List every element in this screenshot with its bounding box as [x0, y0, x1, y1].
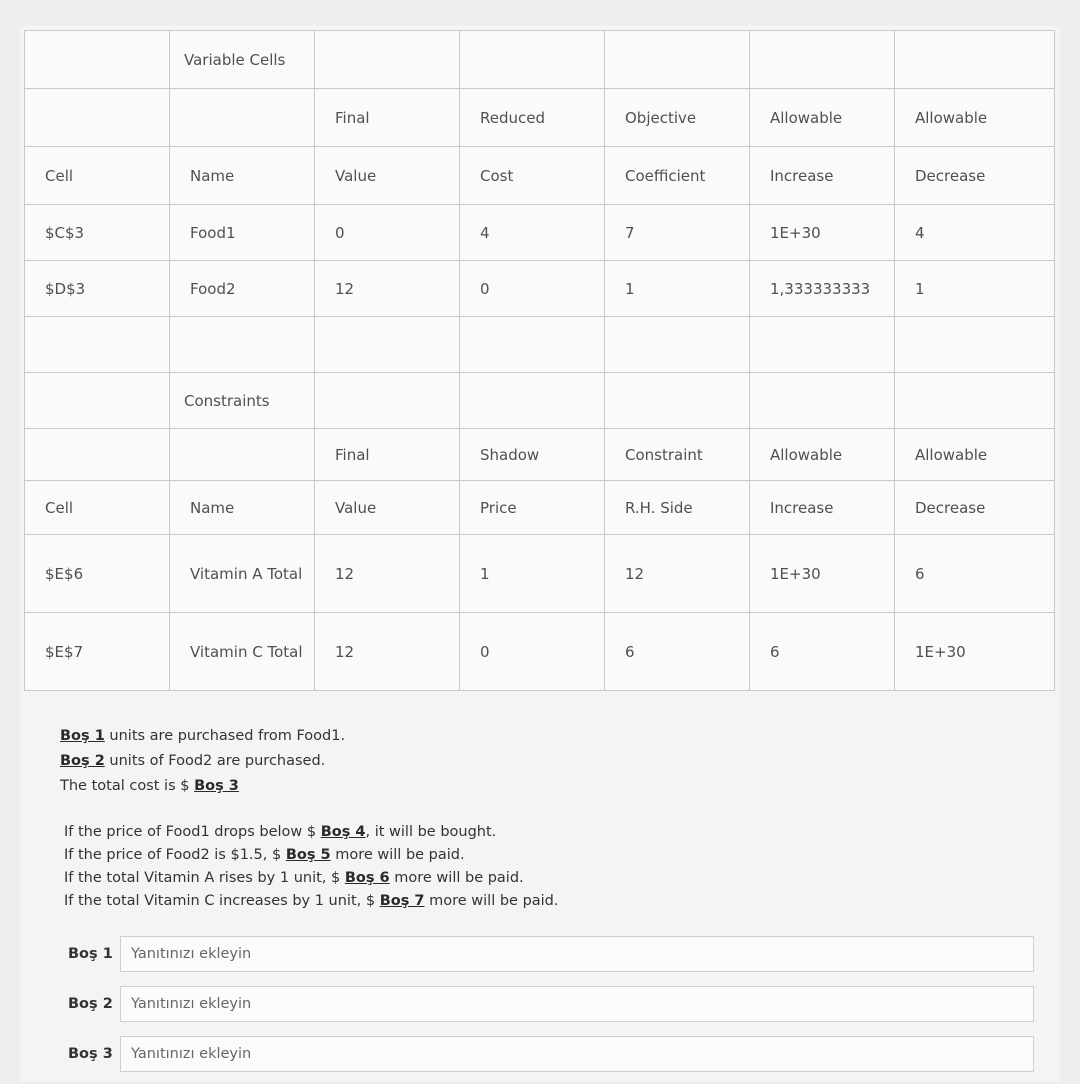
table-header-cell: Price: [460, 481, 605, 535]
answer-label: Boş 3: [68, 1046, 113, 1062]
table-cell: $E$7: [25, 613, 170, 691]
blank-ref: Boş 6: [344, 870, 390, 886]
answer-input-bos-3[interactable]: [120, 1036, 1034, 1072]
table-cell: 12: [315, 535, 460, 613]
table-cell: 1E+30: [895, 613, 1055, 691]
table-cell: 0: [460, 261, 605, 317]
answer-label: Boş 2: [68, 996, 113, 1012]
table-cell: 1: [605, 261, 750, 317]
table-header-cell: Increase: [750, 147, 895, 205]
table-header-cell: Value: [315, 147, 460, 205]
table-row: [25, 535, 1055, 613]
table-header-cell: Cost: [460, 147, 605, 205]
table-cell: $E$6: [25, 535, 170, 613]
table-header-cell: [25, 89, 170, 147]
table-header-cell: [170, 89, 315, 147]
table-header-cell: Shadow: [460, 429, 605, 481]
table-cell: 1: [460, 535, 605, 613]
question-block-2: [60, 821, 660, 913]
table-cell: Food2: [170, 261, 315, 317]
answer-input-bos-2[interactable]: [120, 986, 1034, 1022]
table-header-cell: Name: [170, 147, 315, 205]
variable-cells-title: Variable Cells: [170, 31, 315, 89]
question-line: The total cost is $ Boş 3: [60, 778, 239, 794]
table-header-cell: Decrease: [895, 481, 1055, 535]
variable-cells-header-row-2: [25, 147, 1055, 205]
table-cell: Food1: [170, 205, 315, 261]
question-line: If the total Vitamin C increases by 1 unit, $ Boş 7 more will be paid.: [64, 893, 559, 909]
table-row: [25, 613, 1055, 691]
table-header-cell: Increase: [750, 481, 895, 535]
table-header-cell: Objective: [605, 89, 750, 147]
table-header-cell: Constraint: [605, 429, 750, 481]
answer-row: [68, 984, 1034, 1024]
table-header-cell: Name: [170, 481, 315, 535]
table-cell: 12: [605, 535, 750, 613]
blank-ref: Boş 1: [60, 728, 105, 744]
table-header-cell: Final: [315, 429, 460, 481]
table-cell: 6: [750, 613, 895, 691]
question-line: Boş 1 units are purchased from Food1.: [60, 728, 346, 744]
blank-ref: Boş 2: [60, 753, 105, 769]
table-cell: $C$3: [25, 205, 170, 261]
answer-label: Boş 1: [68, 946, 113, 962]
table-header-cell: Allowable: [750, 429, 895, 481]
table-header-cell: R.H. Side: [605, 481, 750, 535]
question-block-1: [60, 724, 660, 799]
answer-input-bos-1[interactable]: [120, 936, 1034, 972]
table-cell: 12: [315, 261, 460, 317]
table-cell: 7: [605, 205, 750, 261]
table-cell: 6: [605, 613, 750, 691]
table-header-cell: Reduced: [460, 89, 605, 147]
table-header-cell: [170, 429, 315, 481]
table-cell: Vitamin C Total: [170, 613, 315, 691]
table-header-cell: Allowable: [895, 429, 1055, 481]
table-cell: 12: [315, 613, 460, 691]
table-cell: $D$3: [25, 261, 170, 317]
blank-ref: Boş 4: [320, 824, 366, 840]
table-cell: 0: [315, 205, 460, 261]
sensitivity-report-table: [24, 30, 1055, 691]
blank-ref: Boş 5: [285, 847, 331, 863]
table-cell: 6: [895, 535, 1055, 613]
table-cell: Vitamin A Total: [170, 535, 315, 613]
table-header-cell: Final: [315, 89, 460, 147]
constraints-header-row-2: [25, 481, 1055, 535]
spacer-row: [25, 317, 1055, 373]
table-cell: 0: [460, 613, 605, 691]
table-header-cell: Allowable: [750, 89, 895, 147]
answer-row: [68, 934, 1034, 974]
answer-fields: [68, 934, 1034, 1084]
blank-ref: Boş 7: [379, 893, 425, 909]
table-header-cell: Allowable: [895, 89, 1055, 147]
table-cell: 1E+30: [750, 535, 895, 613]
question-page: [20, 26, 1060, 1082]
table-row: [25, 261, 1055, 317]
blank-ref: Boş 3: [194, 778, 239, 794]
table-cell: 1,333333333: [750, 261, 895, 317]
constraints-header-row-1: [25, 429, 1055, 481]
table-header-cell: [25, 429, 170, 481]
table-cell: 4: [460, 205, 605, 261]
table-header-cell: Decrease: [895, 147, 1055, 205]
question-line: Boş 2 units of Food2 are purchased.: [60, 753, 326, 769]
answer-row: [68, 1034, 1034, 1074]
table-header-cell: Cell: [25, 147, 170, 205]
table-cell: 1: [895, 261, 1055, 317]
variable-cells-header-row-1: [25, 89, 1055, 147]
table-cell: 4: [895, 205, 1055, 261]
question-line: If the price of Food1 drops below $ Boş 4, it will be bought.: [64, 824, 497, 840]
table-header-cell: Coefficient: [605, 147, 750, 205]
question-line: If the total Vitamin A rises by 1 unit, $ Boş 6 more will be paid.: [64, 870, 524, 886]
variable-cells-title-row: [25, 31, 1055, 89]
constraints-title: Constraints: [170, 373, 315, 429]
constraints-title-row: [25, 373, 1055, 429]
question-text: [60, 724, 660, 913]
table-row: [25, 205, 1055, 261]
table-header-cell: Value: [315, 481, 460, 535]
question-line: If the price of Food2 is $1.5, $ Boş 5 more will be paid.: [64, 847, 465, 863]
table-header-cell: Cell: [25, 481, 170, 535]
table-cell: 1E+30: [750, 205, 895, 261]
